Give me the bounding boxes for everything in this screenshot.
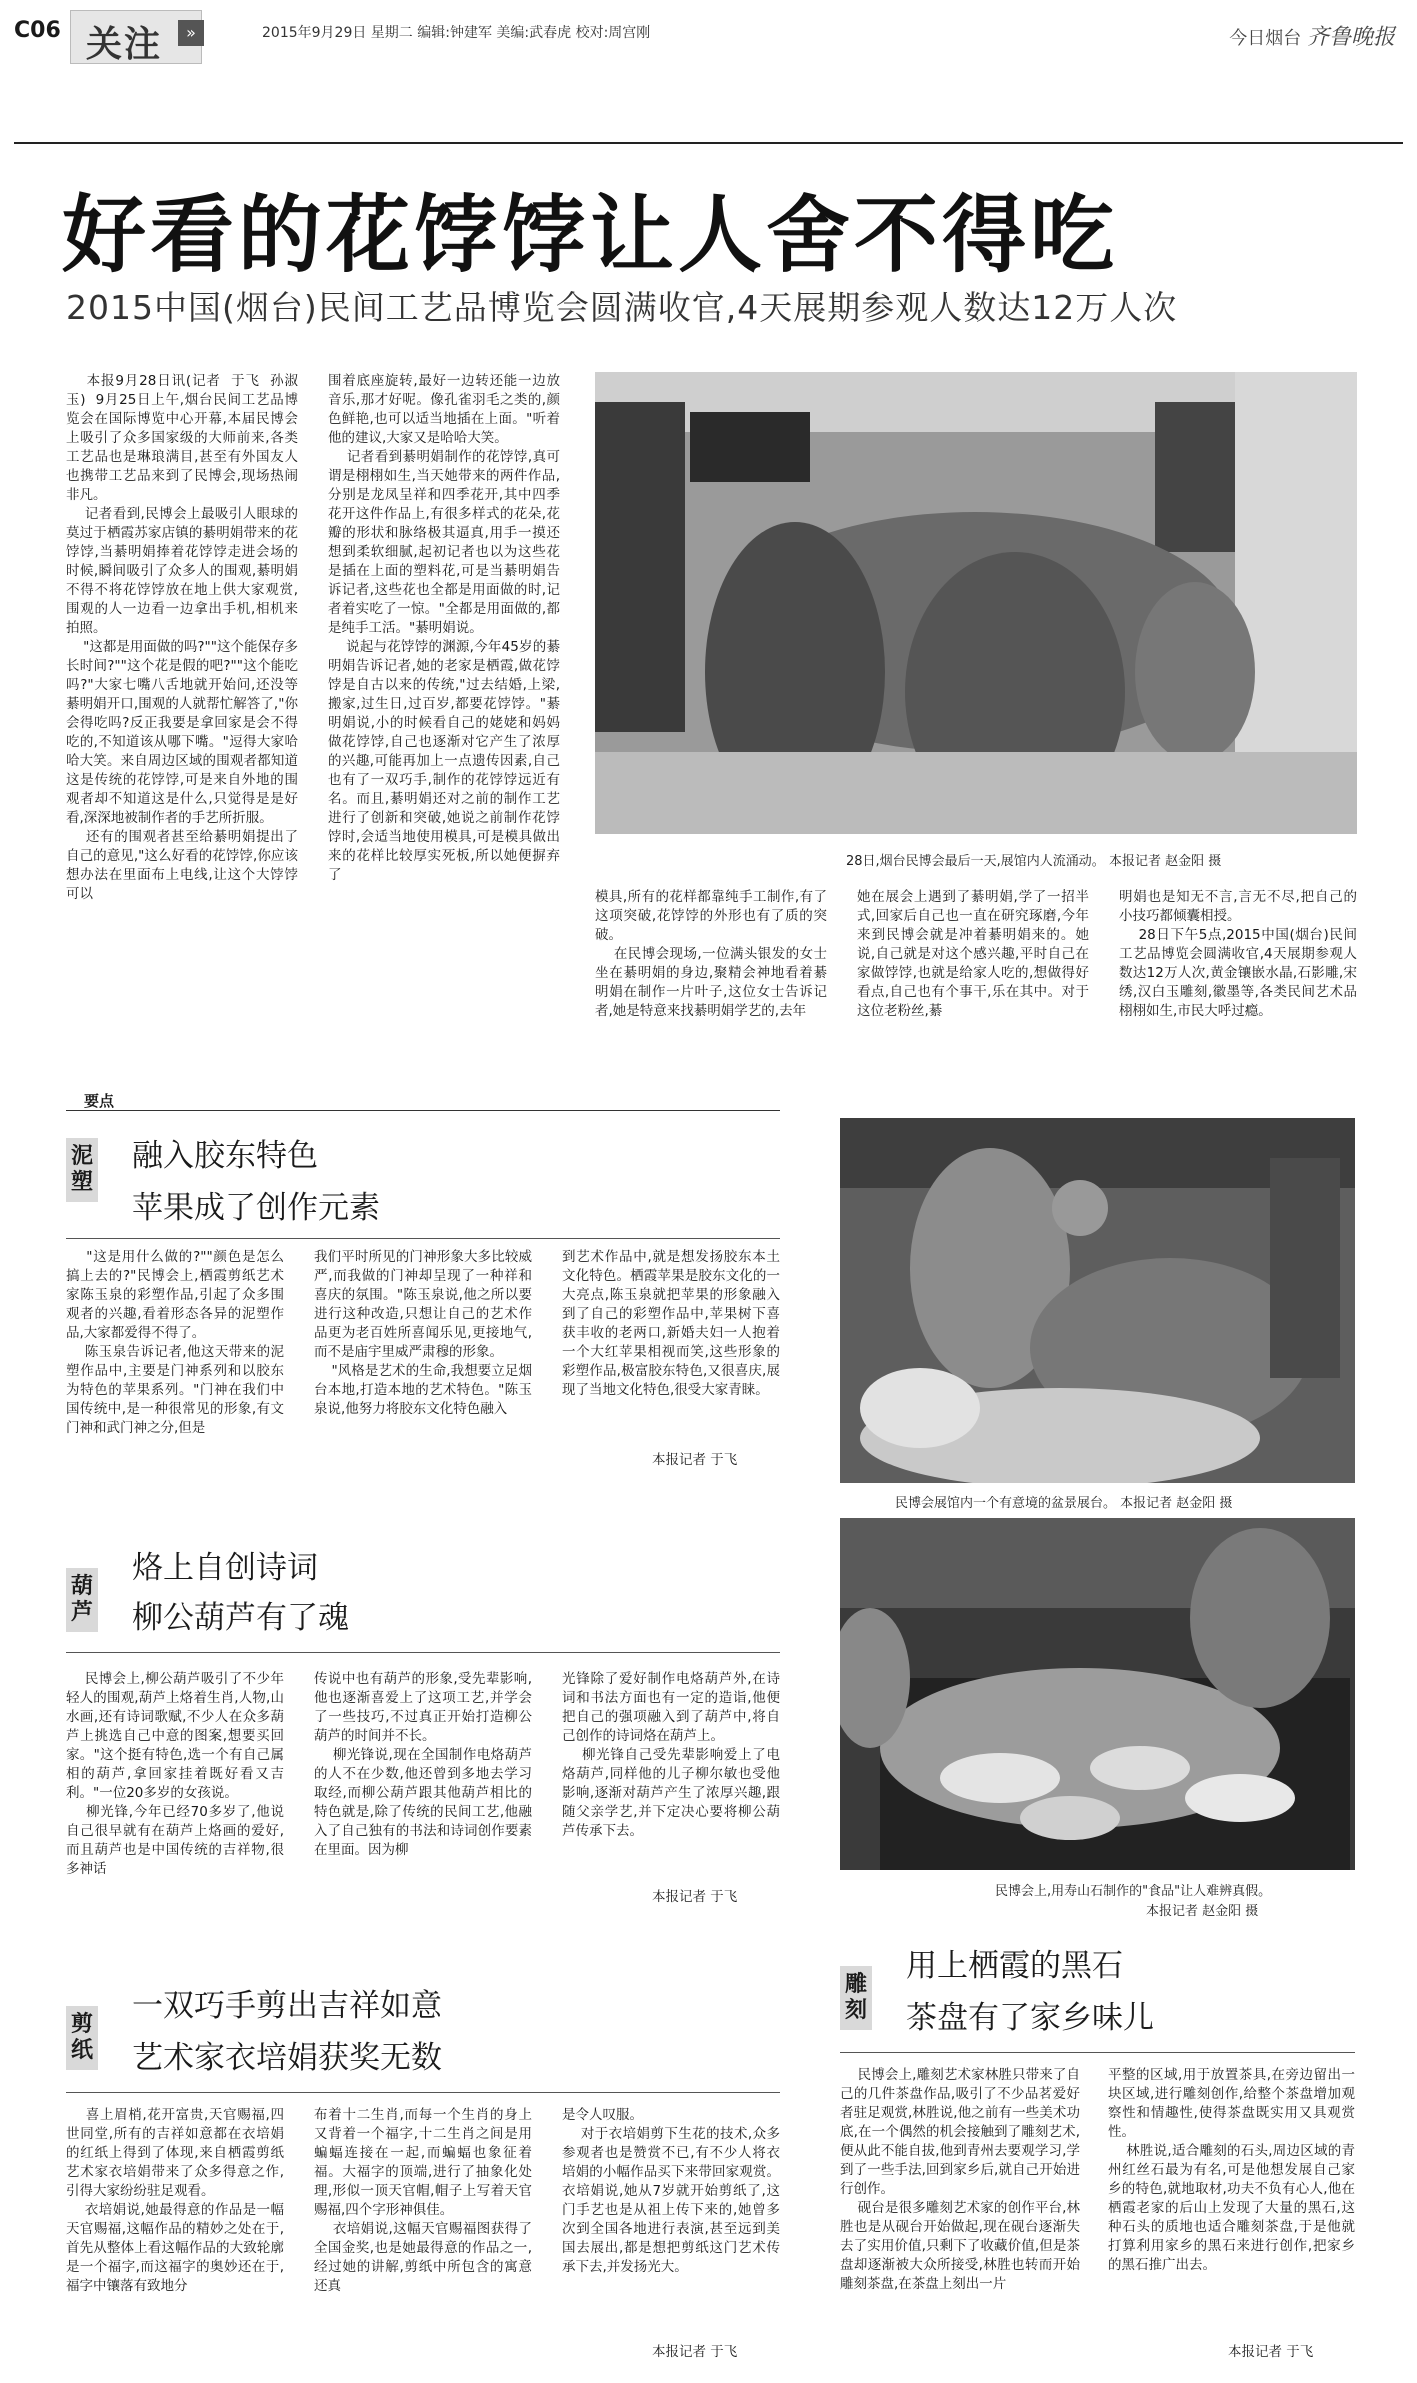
clay-col3: 到艺术作品中,就是想发扬胶东本土文化特色。栖霞苹果是胶东文化的一大亮点,陈玉泉就把苹果的形象融入到了自己的彩塑作品中,苹果树下喜获丰收的老两口,新婚夫妇一人抱着一个大红苹果相视而笑,这些形象的彩塑作品,极富胶东特色,又很喜庆,展现了当地文化特色,很受大家青睐。	[562, 1249, 780, 1398]
photo1-caption: 28日,烟台民博会最后一天,展馆内人流涌动。 本报记者 赵金阳 摄	[846, 854, 1222, 869]
gourd-title-line2: 柳公葫芦有了魂	[132, 1600, 349, 1636]
gourd-title-rule	[66, 1652, 780, 1653]
exhibition-hall-photo	[595, 372, 1357, 834]
carving-title-rule	[840, 2052, 1355, 2053]
bonsai-display-photo	[840, 1118, 1355, 1483]
clay-byline: 本报记者 于飞	[652, 1452, 738, 1468]
papercut-col1: 喜上眉梢,花开富贵,天官赐福,四世同堂,所有的吉祥如意都在衣培娟的红纸上得到了体现,来自栖霞剪纸艺术家衣培娟带来了众多得意之作,引得大家纷纷驻足观看。 衣培娟说,她最得意的作品是一幅天官赐福,这幅作品的精妙之处在于,首先从整体上看这幅作品的大致轮廓是一个福字,而这福字的奥妙还在于,福字中镶落有致地分	[66, 2107, 284, 2294]
header-rule	[14, 142, 1403, 144]
carving-title-line1: 用上栖霞的黑石	[906, 1948, 1123, 1984]
gourd-title-line1: 烙上自创诗词	[132, 1550, 318, 1586]
main-article-col2: 围着底座旋转,最好一边转还能一边放音乐,那才好呢。像孔雀羽毛之类的,颜色鲜艳,也可以适当地插在上面。"听着他的建议,大家又是哈哈大笑。 记者看到綦明娟制作的花饽饽,真可谓是栩栩如生,当天她带来的两件作品,分别是龙凤呈祥和四季花开,其中四季花开这件作品上,有很多样式的花朵,花瓣的形状和脉络极其逼真,用手一摸还想到柔软细腻,起初记者也以为这些花是插在上面的塑料花,可是当綦明娟告诉记者,这些花也全都是用面做的时,记者着实吃了一惊。"全都是用面做的,都是纯手工活。"綦明娟说。 说起与花饽饽的渊源,今年45岁的綦明娟告诉记者,她的老家是栖霞,做花饽饽是自古以来的传统,"过去结婚,上梁,搬家,过生日,过百岁,都要花饽饽。"綦明娟说,小的时候看自己的姥姥和妈妈做花饽饽,自己也逐渐对它产生了浓厚的兴趣,可能再加上一点遗传因素,自己也有了一双巧手,制作的花饽饽远近有名。而且,綦明娟还对之前的制作工艺进行了创新和突破,她说之前制作花饽饽时,会适当地使用模具,可是模具做出来的花样比较厚实死板,所以她便摒弃了	[328, 373, 560, 883]
clay-title-rule	[66, 1238, 780, 1239]
carving-section-tag: 雕刻	[840, 1966, 872, 2030]
papercut-section-tag: 剪纸	[66, 2006, 98, 2070]
page-number: C06	[14, 18, 61, 43]
gourd-col3: 光锋除了爱好制作电烙葫芦外,在诗词和书法方面也有一定的造诣,他便把自己的强项融入到了葫芦中,将自己创作的诗词烙在葫芦上。 柳光锋自己受先辈影响爱上了电烙葫芦,同样他的儿子柳尔敏也受他影响,逐渐对葫芦产生了浓厚兴趣,跟随父亲学艺,并下定决心要将柳公葫芦传承下去。	[562, 1671, 780, 1839]
clay-title-line2: 苹果成了创作元素	[132, 1190, 380, 1226]
gourd-col1: 民博会上,柳公葫芦吸引了不少年轻人的围观,葫芦上烙着生肖,人物,山水画,还有诗词歌赋,不少人在众多葫芦上挑选自己中意的图案,想要买回家。"这个挺有特色,选一个有自己属相的葫芦,拿回家挂着既好看又吉利。"一位20多岁的女孩说。 柳光锋,今年已经70多岁了,他说自己很早就有在葫芦上烙画的爱好,而且葫芦也是中国传统的吉祥物,很多神话	[66, 1671, 284, 1877]
papercut-title-line1: 一双巧手剪出吉祥如意	[132, 1988, 442, 2024]
newspaper-logo: 齐鲁晚报	[1306, 25, 1395, 50]
papercut-col3: 是令人叹服。 对于衣培娟剪下生花的技术,众多参观者也是赞赏不已,有不少人将衣培娟的小幅作品买下来带回家观赏。衣培娟说,她从7岁就开始剪纸了,这门手艺也是从祖上传下来的,她曾多次到全国各地进行表演,甚至远到美国去展出,都是想把剪纸这门艺术传承下去,并发扬光大。	[562, 2107, 780, 2275]
gourd-col2: 传说中也有葫芦的形象,受先辈影响,他也逐渐喜爱上了这项工艺,并学会了一些技巧,不过真正开始打造柳公葫芦的时间并不长。 柳光锋说,现在全国制作电烙葫芦的人不在少数,他还曾到多地去学习取经,而柳公葫芦跟其他葫芦相比的特色就是,除了传统的民间工艺,他融入了自己独有的书法和诗词创作要素在里面。因为柳	[314, 1671, 532, 1858]
section-title: 关注	[86, 24, 163, 65]
papercut-title-line2: 艺术家衣培娟获奖无数	[132, 2040, 442, 2076]
papercut-col2: 布着十二生肖,而每一个生肖的身上又背着一个福字,十二生肖之间是用蝙蝠连接在一起,而蝙蝠也象征着福。大福字的顶端,进行了抽象化处理,形似一顶天官帽,帽子上写着天官赐福,四个字形神俱佳。 衣培娟说,这幅天官赐福图获得了全国金奖,也是她最得意的作品之一,经过她的讲解,剪纸中所包含的寓意还真	[314, 2107, 532, 2294]
stone-food-photo	[840, 1518, 1355, 1870]
main-article-col1: 本报9月28日讯(记者 于飞 孙淑玉) 9月25日上午,烟台民间工艺品博览会在国际博览中心开幕,本届民博会上吸引了众多国家级的大师前来,各类工艺品也是琳琅满目,甚至有外国友人也携带工艺品来到了民博会,现场热闹非凡。 记者看到,民博会上最吸引人眼球的莫过于栖霞苏家店镇的綦明娟带来的花饽饽,当綦明娟捧着花饽饽走进会场的时候,瞬间吸引了众多人的围观,綦明娟不得不将花饽饽放在地上供大家观赏,围观的人一边看一边拿出手机,相机来拍照。 "这都是用面做的吗?""这个能保存多长时间?""这个花是假的吧?""这个能吃吗?"大家七嘴八舌地就开始问,还没等綦明娟开口,围观的人就帮忙解答了,"你会得吃吗?反正我要是拿回家是会不得吃的,不知道该从哪下嘴。"逗得大家哈哈大笑。来自周边区域的围观者都知道这是传统的花饽饽,可是来自外地的围观者却不知道这是什么,只觉得是是好看,深深地被制作者的手艺所折服。 还有的围观者甚至给綦明娟提出了自己的意见,"这么好看的花饽饽,你应该想办法在里面布上电线,让这个大饽饽可以	[66, 373, 298, 902]
main-article-col5: 明娟也是知无不言,言无不尽,把自己的小技巧都倾囊相授。 28日下午5点,2015中国(烟台)民间工艺品博览会圆满收官,4天展期参观人数达12万人次,黄金镶嵌水晶,石影雕,宋绣,汉白玉雕刻,徽墨等,各类民间艺术品栩栩如生,市民大呼过瘾。	[1119, 889, 1357, 1019]
papercut-byline: 本报记者 于飞	[652, 2344, 738, 2360]
gourd-section-tag: 葫芦	[66, 1568, 98, 1632]
clay-col2: 我们平时所见的门神形象大多比较威严,而我做的门神却呈现了一种祥和喜庆的氛围。"陈玉泉说,他之所以要进行这种改造,只想让自己的艺术作品更为老百姓所喜闻乐见,更接地气,而不是庙宇里威严肃穆的形象。 "风格是艺术的生命,我想要立足烟台本地,打造本地的艺术特色。"陈玉泉说,他努力将胶东文化特色融入	[314, 1249, 532, 1417]
issue-meta: 2015年9月29日 星期二 编辑:钟建军 美编:武春虎 校对:周宫刚	[262, 25, 651, 41]
right-label: 今日烟台	[1229, 28, 1302, 49]
carving-byline: 本报记者 于飞	[1228, 2344, 1314, 2360]
subheadline: 2015中国(烟台)民间工艺品博览会圆满收官,4天展期参观人数达12万人次	[66, 288, 1178, 327]
clay-section-tag: 泥塑	[66, 1138, 98, 1202]
photo3-caption-line1: 民博会上,用寿山石制作的"食品"让人难辨真假。	[995, 1884, 1272, 1899]
carving-title-line2: 茶盘有了家乡味儿	[906, 2000, 1154, 2036]
chevron-right-icon: »	[178, 20, 204, 46]
photo3-caption-line2: 本报记者 赵金阳 摄	[1146, 1904, 1259, 1919]
key-points-label: 要点	[84, 1092, 115, 1110]
carving-col2: 平整的区域,用于放置茶具,在旁边留出一块区域,进行雕刻创作,给整个茶盘增加观察性和情趣性,使得茶盘既实用又具观赏性。 林胜说,适合雕刻的石头,周边区域的青州红丝石最为有名,可是他想发展自己家乡的特色,就地取材,功夫不负有心人,他在栖霞老家的后山上发现了大量的黑石,这种石头的质地也适合雕刻茶盘,于是他就打算利用家乡的黑石来进行创作,把家乡的黑石推广出去。	[1108, 2067, 1355, 2273]
papercut-title-rule	[66, 2092, 780, 2093]
headline: 好看的花饽饽让人舍不得吃	[62, 186, 1119, 284]
key-points-rule	[66, 1110, 780, 1111]
clay-title-line1: 融入胶东特色	[132, 1138, 318, 1174]
main-article-col3: 模具,所有的花样都靠纯手工制作,有了这项突破,花饽饽的外形也有了质的突破。 在民博会现场,一位满头银发的女士坐在綦明娟的身边,聚精会神地看着綦明娟在制作一片叶子,这位女士告诉记者,她是特意来找綦明娟学艺的,去年	[595, 889, 827, 1019]
photo2-caption: 民博会展馆内一个有意境的盆景展台。 本报记者 赵金阳 摄	[895, 1496, 1233, 1511]
main-article-col4: 她在展会上遇到了綦明娟,学了一招半式,回家后自己也一直在研究琢磨,今年来到民博会就是冲着綦明娟来的。她说,自己就是对这个感兴趣,平时自己在家做饽饽,也就是给家人吃的,想做得好看点,自己也有个事干,乐在其中。对于这位老粉丝,綦	[857, 889, 1089, 1019]
masthead-right	[1229, 20, 1395, 51]
clay-col1: "这是用什么做的?""颜色是怎么搞上去的?"民博会上,栖霞剪纸艺术家陈玉泉的彩塑作品,引起了众多围观者的兴趣,看着形态各异的泥塑作品,大家都爱得不得了。 陈玉泉告诉记者,他这天带来的泥塑作品中,主要是门神系列和以胶东为特色的苹果系列。"门神在我们中国传统中,是一种很常见的形象,有文门神和武门神之分,但是	[66, 1249, 284, 1436]
carving-col1: 民博会上,雕刻艺术家林胜只带来了自己的几件茶盘作品,吸引了不少品茗爱好者驻足观赏,林胜说,他之前有一些美术功底,在一个偶然的机会接触到了雕刻艺术,便从此不能自拔,他到青州去要观学习,学到了一些手法,回到家乡后,就自己开始进行创作。 砚台是很多雕刻艺术家的创作平台,林胜也是从砚台开始做起,现在砚台逐渐失去了实用价值,只剩下了收藏价值,但是茶盘却逐渐被大众所接受,林胜也转而开始雕刻茶盘,在茶盘上刻出一片	[840, 2067, 1080, 2292]
gourd-byline: 本报记者 于飞	[652, 1889, 738, 1905]
